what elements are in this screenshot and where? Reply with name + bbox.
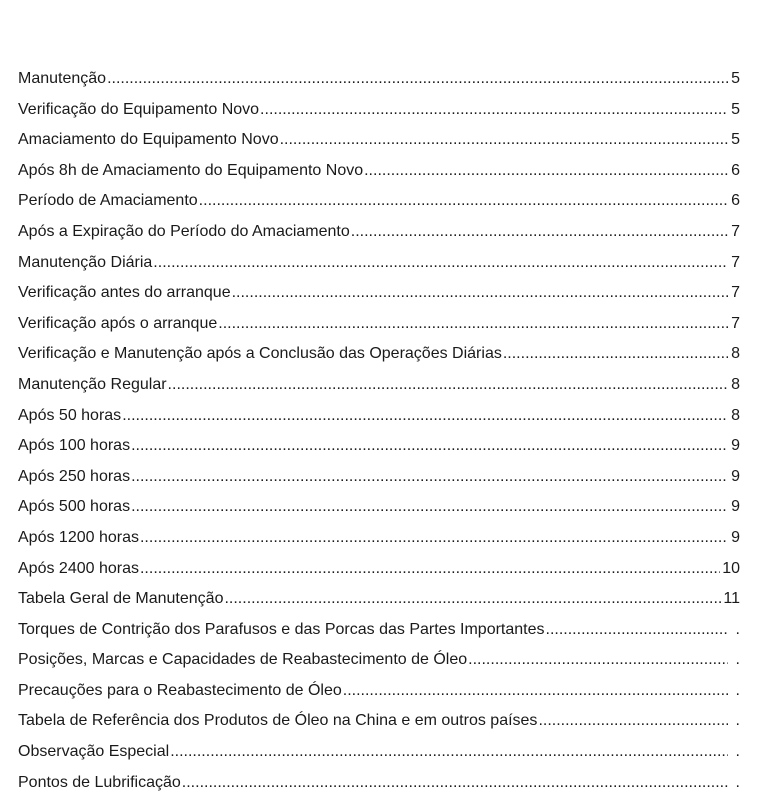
toc-entry-page: 8 xyxy=(731,375,740,393)
toc-dot-leader xyxy=(182,768,728,798)
toc-entry-page: 11 xyxy=(723,590,740,608)
toc-entry-title: Após 1200 horas xyxy=(18,528,139,546)
toc-entry-page: 9 xyxy=(731,467,740,485)
toc-entry-title: Manutenção Regular xyxy=(18,375,167,393)
toc-entry xyxy=(18,645,740,676)
toc-entry-page: . xyxy=(735,712,740,730)
toc-dot-leader xyxy=(168,370,728,401)
toc-dot-leader xyxy=(260,95,728,126)
toc-entry-title: Período de Amaciamento xyxy=(18,192,198,210)
toc-dot-leader xyxy=(131,492,728,523)
toc-entry-page: . xyxy=(735,681,740,699)
toc-entry-title: Posições, Marcas e Capacidades de Reabastecimento de Óleo xyxy=(18,651,468,669)
toc-entry xyxy=(18,492,740,523)
toc-entry xyxy=(18,615,740,646)
toc-dot-leader xyxy=(364,156,728,187)
toc-dot-leader xyxy=(280,125,728,156)
toc-entry-title: Manutenção xyxy=(18,70,107,87)
toc-entry-title: Amaciamento do Equipamento Novo xyxy=(18,131,279,149)
toc-entry xyxy=(18,523,740,554)
toc-entry-title: Torques de Contrição dos Parafusos e das Porcas das Partes Importantes xyxy=(18,620,545,638)
toc-entry-title: Verificação e Manutenção após a Conclusão das Operações Diárias xyxy=(18,345,502,363)
toc-entry-page: 9 xyxy=(731,528,740,546)
toc-entry-page: 10 xyxy=(722,559,740,577)
toc-dot-leader xyxy=(140,554,720,585)
toc-entry-page: 5 xyxy=(731,131,740,149)
toc-entry-title: Verificação antes do arranque xyxy=(18,284,231,302)
toc-entry-title: Verificação após o arranque xyxy=(18,314,218,332)
toc-entry xyxy=(18,248,740,279)
toc-entry-title: Após 500 horas xyxy=(18,498,131,516)
toc-entry-page: 7 xyxy=(731,284,740,302)
toc-entry-title: Após 50 horas xyxy=(18,406,122,424)
toc-dot-leader xyxy=(170,737,728,768)
toc-entry-title: Após 8h de Amaciamento do Equipamento Novo xyxy=(18,161,364,179)
toc-dot-leader xyxy=(153,248,728,279)
toc-entry-page: 6 xyxy=(731,161,740,179)
toc-entry xyxy=(18,737,740,768)
toc-entry xyxy=(18,584,740,615)
table-of-contents xyxy=(18,64,740,798)
toc-entry-page: . xyxy=(735,620,740,638)
toc-dot-leader xyxy=(538,706,728,737)
toc-dot-leader xyxy=(343,676,728,707)
toc-dot-leader xyxy=(131,431,728,462)
toc-entry-page: 7 xyxy=(731,253,740,271)
toc-dot-leader xyxy=(232,278,728,309)
toc-entry xyxy=(18,217,740,248)
toc-entry-title: Pontos de Lubrificação xyxy=(18,773,181,791)
toc-entry-page: 8 xyxy=(731,406,740,424)
toc-dot-leader xyxy=(218,309,728,340)
toc-dot-leader xyxy=(140,523,728,554)
toc-entry xyxy=(18,431,740,462)
toc-dot-leader xyxy=(224,584,721,615)
toc-entry xyxy=(18,370,740,401)
toc-entry-page: 5 xyxy=(731,70,740,87)
toc-entry xyxy=(18,156,740,187)
toc-entry-title: Após a Expiração do Período do Amaciamento xyxy=(18,222,350,240)
toc-entry xyxy=(18,339,740,370)
toc-dot-leader xyxy=(468,645,728,676)
toc-dot-leader xyxy=(131,462,728,493)
toc-entry xyxy=(18,768,740,798)
toc-entry xyxy=(18,676,740,707)
toc-entry xyxy=(18,95,740,126)
toc-entry xyxy=(18,309,740,340)
toc-entry-page: 8 xyxy=(731,345,740,363)
toc-entry-page: 5 xyxy=(731,100,740,118)
toc-dot-leader xyxy=(107,64,728,95)
toc-dot-leader xyxy=(122,401,728,432)
toc-entry-page: 9 xyxy=(731,498,740,516)
toc-entry xyxy=(18,462,740,493)
toc-entry-page: . xyxy=(735,651,740,669)
toc-entry-page: 7 xyxy=(731,222,740,240)
toc-dot-leader xyxy=(351,217,728,248)
toc-entry xyxy=(18,125,740,156)
toc-entry-page: 6 xyxy=(731,192,740,210)
toc-dot-leader xyxy=(546,615,729,646)
toc-entry xyxy=(18,554,740,585)
toc-entry-title: Após 100 horas xyxy=(18,437,131,455)
toc-entry-title: Tabela de Referência dos Produtos de Óleo na China e em outros países xyxy=(18,712,538,730)
toc-entry xyxy=(18,186,740,217)
toc-entry-page: 7 xyxy=(731,314,740,332)
toc-dot-leader xyxy=(503,339,728,370)
toc-entry-title: Após 2400 horas xyxy=(18,559,139,577)
toc-entry-page: . xyxy=(735,743,740,761)
toc-entry-title: Verificação do Equipamento Novo xyxy=(18,100,260,118)
toc-entry xyxy=(18,401,740,432)
toc-entry xyxy=(18,706,740,737)
toc-entry-title: Manutenção Diária xyxy=(18,253,153,271)
toc-entry xyxy=(18,64,740,95)
toc-entry-title: Observação Especial xyxy=(18,743,170,761)
toc-entry-title: Tabela Geral de Manutenção xyxy=(18,590,224,608)
toc-entry-page: . xyxy=(735,773,740,791)
toc-dot-leader xyxy=(199,186,728,217)
toc-entry-page: 9 xyxy=(731,437,740,455)
toc-entry-title: Precauções para o Reabastecimento de Óleo xyxy=(18,681,342,699)
toc-entry xyxy=(18,278,740,309)
toc-entry-title: Após 250 horas xyxy=(18,467,131,485)
